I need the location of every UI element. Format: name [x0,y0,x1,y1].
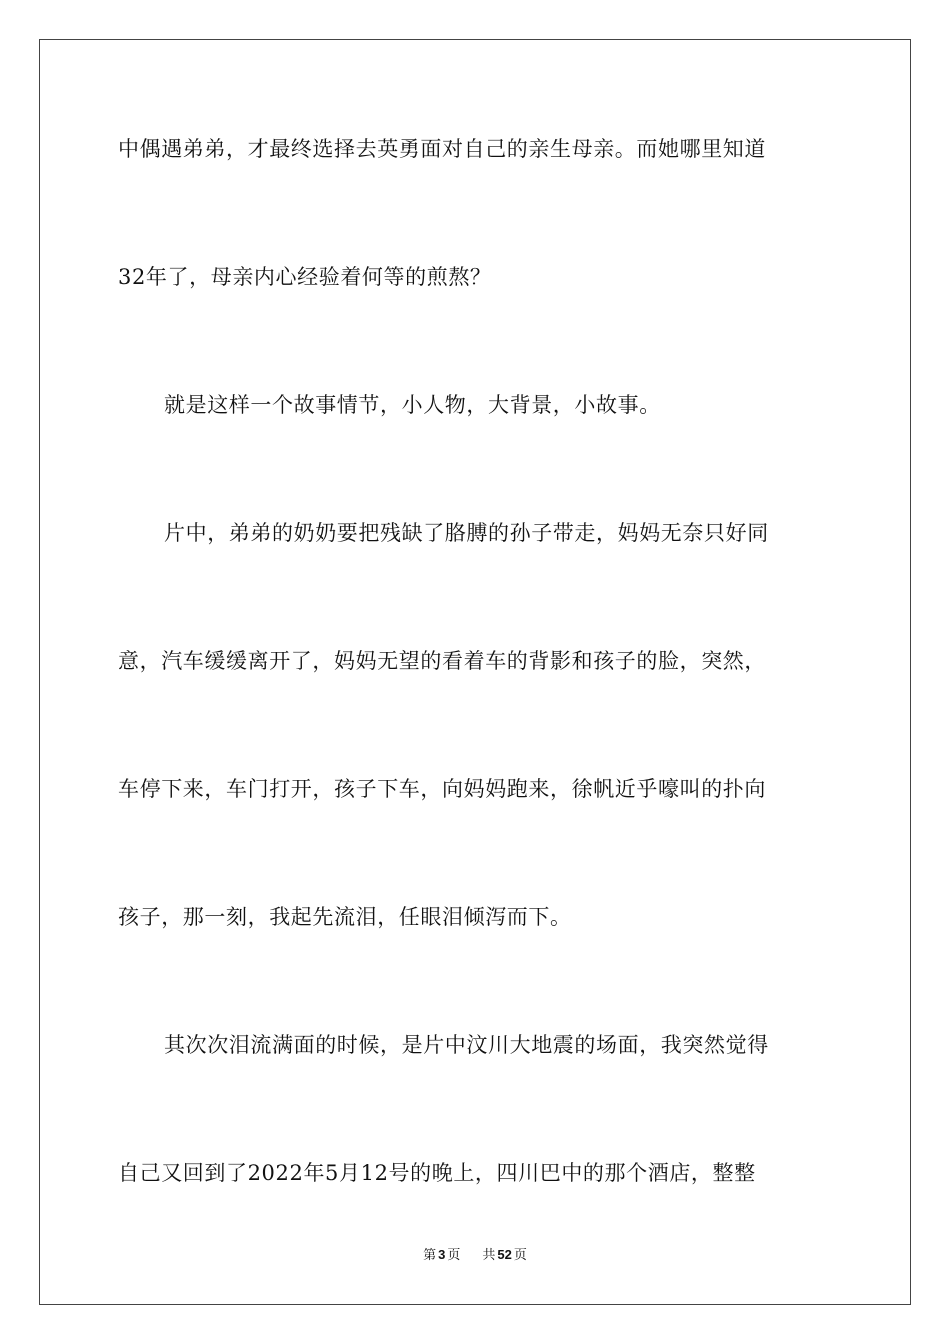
text-line-9: 自己又回到了2022年5月12号的晚上，四川巴中的那个酒店，整整 [118,1161,756,1185]
total-pages: 52 [497,1247,512,1262]
text-line-3: 就是这样一个故事情节，小人物，大背景，小故事。 [164,393,661,417]
text-line-7: 孩子，那一刻，我起先流泪，任眼泪倾泻而下。 [118,905,572,929]
text-line-2: 32年了，母亲内心经验着何等的煎熬？ [118,265,492,289]
text-line-8: 其次次泪流满面的时候，是片中汶川大地震的场面，我突然觉得 [164,1033,769,1057]
page-footer [0,1246,950,1265]
text-line-5: 意，汽车缓缓离开了，妈妈无望的看着车的背影和孩子的脸，突然， [118,649,766,673]
text-line-6: 车停下来，车门打开，孩子下车，向妈妈跑来，徐帆近乎嚎叫的扑向 [118,777,766,801]
page-prefix: 第 [423,1248,437,1263]
text-line-4: 片中，弟弟的奶奶要把残缺了胳膊的孙子带走，妈妈无奈只好同 [164,521,769,545]
text-line-1: 中偶遇弟弟，才最终选择去英勇面对自己的亲生母亲。而她哪里知道 [118,137,766,161]
page-suffix: 页 [447,1248,461,1263]
total-prefix: 共 [482,1248,496,1263]
total-suffix: 页 [513,1248,527,1263]
page-number: 3 [438,1247,446,1262]
